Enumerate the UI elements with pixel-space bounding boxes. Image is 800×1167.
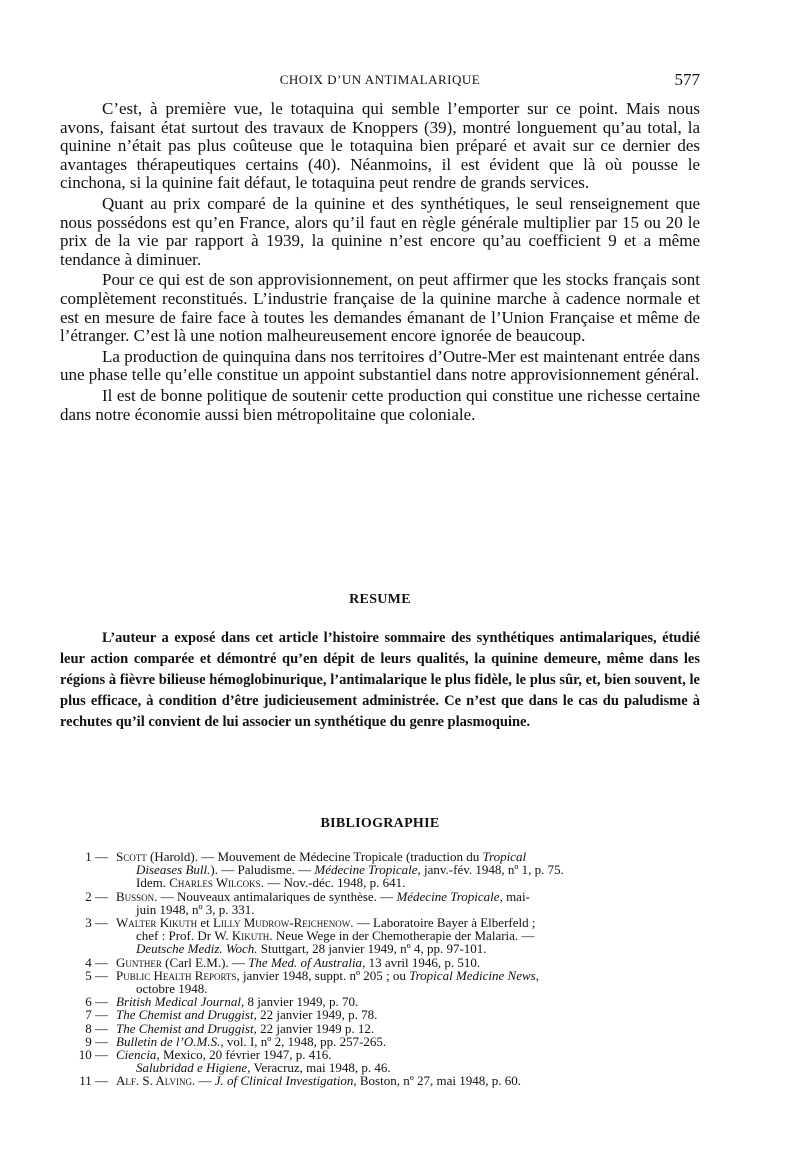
- author: Gunther: [116, 954, 162, 970]
- reference-2: [60, 890, 700, 916]
- reference-number: 5 —: [85, 967, 108, 983]
- body-text: [60, 100, 700, 426]
- author: Public Health Reports: [116, 967, 237, 983]
- reference-number: 8 —: [85, 1020, 108, 1036]
- journal-title: The Chemist and Druggist: [116, 1020, 254, 1036]
- author: Busson: [116, 888, 155, 904]
- reference-text: . —: [191, 1073, 215, 1089]
- reference-text: (Carl E.M.). —: [161, 954, 249, 970]
- author: Walter Kikuth: [116, 915, 198, 931]
- reference-text: , janv.-fév. 1948, nº 1, p. 75.: [417, 862, 564, 878]
- bibliography-heading: BIBLIOGRAPHIE: [320, 816, 440, 831]
- journal-title: Médecine Tropicale: [396, 888, 500, 904]
- journal-title: Bulletin de l’O.M.S.: [116, 1033, 221, 1049]
- reference-number: 1 —: [85, 849, 108, 864]
- reference-text: , Veracruz, mai 1948, p. 46.: [247, 1060, 391, 1076]
- reference-number: 3 —: [85, 915, 108, 931]
- author: Lilly Mudrow-Reichenow: [212, 915, 351, 931]
- reference-number: 4 —: [85, 954, 108, 970]
- journal-title: Diseases Bull.: [136, 862, 211, 878]
- reference-text: et: [197, 915, 213, 931]
- reference-text: . — Nov.-déc. 1948, p. 641.: [260, 875, 406, 891]
- reference-text: , janvier 1948, suppt. nº 205 ; ou: [236, 967, 410, 983]
- author: Scott: [116, 849, 147, 864]
- reference-1: [60, 850, 700, 890]
- reference-text: (Harold). — Mouvement de Médecine Tropicale (traduction du: [146, 849, 483, 864]
- paragraph: Il est de bonne politique de soutenir cette production qui constitue une richesse certaine dans notre économie aussi bien métropolitaine que coloniale.: [60, 385, 700, 424]
- journal-title: Salubridad e Higiene: [136, 1060, 248, 1076]
- reference-text: . — Nouveaux antimalariques de synthèse. —: [154, 888, 397, 904]
- reference-5: [60, 969, 700, 995]
- journal-title: Médecine Tropicale: [314, 862, 418, 878]
- journal-title: J. of Clinical Investigation: [214, 1073, 354, 1089]
- reference-text: , 22 janvier 1949, p. 78.: [253, 1007, 378, 1023]
- reference-text: juin 1948, nº 3, p. 331.: [136, 901, 255, 917]
- reference-text: octobre 1948.: [136, 981, 208, 997]
- author: Alf. S. Alving: [116, 1073, 192, 1089]
- journal-title: Tropical Medicine News: [409, 967, 536, 983]
- paragraph: Pour ce qui est de son approvisionnement, on peut affirmer que les stocks français sont complètement reconstitués. L’industrie française de la quinine marche à cadence normale et est en mesure de faire face à toutes les demandes émanant de l’Union Française et même de l’étranger. C’est là une notion malheureusement encore ignorée de beaucoup.: [60, 270, 700, 346]
- reference-number: 7 —: [85, 1007, 108, 1023]
- journal-title: Tropical: [482, 849, 527, 864]
- author: W. Kikuth: [214, 928, 270, 944]
- reference-text: , vol. I, nº 2, 1948, pp. 257-265.: [220, 1033, 387, 1049]
- reference-text: , 22 janvier 1949 p. 12.: [253, 1020, 375, 1036]
- paragraph: La production de quinquina dans nos territoires d’Outre-Mer est maintenant entrée dans une phase telle qu’elle constitue un appoint substantiel dans notre approvisionnement général.: [60, 346, 700, 385]
- reference-number: 11 —: [79, 1073, 108, 1089]
- reference-text: Stuttgart, 28 janvier 1949, nº 4, pp. 97-101.: [257, 941, 487, 957]
- journal-title: Ciencia: [116, 1047, 157, 1063]
- reference-text: ). — Paludisme. —: [210, 862, 315, 878]
- resume-text: [60, 628, 700, 733]
- resume-heading: RESUME: [349, 592, 411, 607]
- reference-number: 10 —: [78, 1047, 108, 1063]
- reference-number: 9 —: [85, 1033, 108, 1049]
- journal-title: British Medical Journal: [116, 994, 241, 1010]
- author: Charles Wilcoks: [169, 875, 261, 891]
- reference-text: . Neue Wege in der Chemotherapie der Malaria. —: [269, 928, 535, 944]
- reference-text: , mai-: [499, 888, 530, 904]
- reference-text: ,: [535, 967, 539, 983]
- reference-text: . — Laboratoire Bayer à Elberfeld ;: [350, 915, 536, 931]
- bibliography-list: [60, 850, 700, 1088]
- reference-number: 2 —: [85, 888, 108, 904]
- reference-3: [60, 916, 700, 956]
- reference-10: [60, 1048, 700, 1074]
- reference-text: , Boston, nº 27, mai 1948, p. 60.: [353, 1073, 521, 1089]
- running-title: CHOIX D’UN ANTIMALARIQUE: [279, 72, 481, 87]
- journal-title: The Med. of Australia: [248, 954, 363, 970]
- reference-text: , 13 avril 1946, p. 510.: [362, 954, 481, 970]
- resume-paragraph: L’auteur a exposé dans cet article l’histoire sommaire des synthétiques antimalariques, étudié leur action comparée et démontré qu’en dépit de leurs qualités, la quinine demeure, même dans les régions à fièvre bilieuse hémoglobinurique, l’antimalarique le plus fidèle, le plus sûr, et, bien souvent, le plus efficace, à condition d’être judicieusement administrée. Ce n’est que dans le cas du paludisme à rechutes qu’il convient de lui associer un synthétique du genre plasmoquine.: [60, 630, 700, 730]
- page-header: [60, 70, 700, 92]
- reference-text: , 8 janvier 1949, p. 70.: [240, 994, 359, 1010]
- reference-11: [60, 1074, 700, 1087]
- reference-text: Idem.: [136, 875, 170, 891]
- reference-text: , Mexico, 20 février 1947, p. 416.: [156, 1047, 332, 1063]
- journal-title: The Chemist and Druggist: [116, 1007, 254, 1023]
- reference-text: chef : Prof. Dr: [136, 928, 215, 944]
- paragraph: Quant au prix comparé de la quinine et des synthétiques, le seul renseignement que nous possédons est qu’en France, alors qu’il faut en règle générale multiplier par 15 ou 20 le prix de la vie par rapport à 1939, la quinine n’est encore qu’au coefficient 9 et a même tendance à diminuer.: [60, 193, 700, 269]
- paragraph: C’est, à première vue, le totaquina qui semble l’emporter sur ce point. Mais nous avons, faisant état surtout des travaux de Knoppers (39), montré longuement qu’au total, la quinine n’était pas plus coûteuse que le totaquina bien préparé et avait sur ce dernier des avantages thérapeutiques certains (40). Néanmoins, il est évident que là où pousse le cinchona, si la quinine fait défaut, le totaquina peut rendre de grands services.: [60, 99, 700, 193]
- reference-number: 6 —: [85, 994, 108, 1010]
- journal-title: Deutsche Mediz. Woch.: [136, 941, 258, 957]
- page-number: 577: [674, 70, 700, 89]
